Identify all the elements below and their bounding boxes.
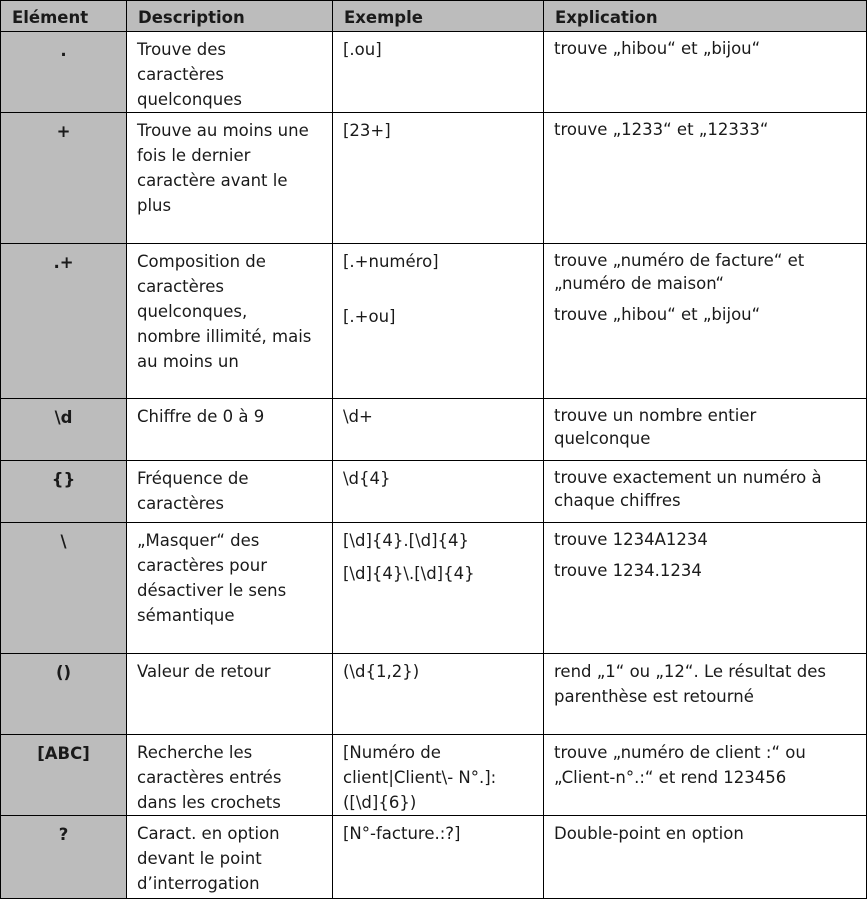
element-cell: () xyxy=(1,654,127,735)
explanation-line: trouve „numéro de client :“ ou xyxy=(554,743,806,762)
element-cell: {} xyxy=(1,461,127,523)
description-cell xyxy=(127,399,333,461)
header-description: Description xyxy=(127,1,333,32)
description-line: Valeur de retour xyxy=(137,662,271,681)
table-row xyxy=(1,244,867,399)
element-cell: ? xyxy=(1,816,127,899)
explanation-cell xyxy=(544,654,867,735)
description-line: Chiffre de 0 à 9 xyxy=(137,407,265,426)
description-cell xyxy=(127,654,333,735)
description-cell xyxy=(127,461,333,523)
header-row xyxy=(1,1,867,32)
example-line: [23+] xyxy=(343,121,391,140)
example-line: [N°-facture.:?] xyxy=(343,824,461,843)
explanation-line: trouve „hibou“ et „bijou“ xyxy=(554,305,761,324)
explanation-cell xyxy=(544,399,867,461)
explanation-cell xyxy=(544,113,867,244)
description-cell xyxy=(127,113,333,244)
example-cell xyxy=(333,523,544,654)
example-cell xyxy=(333,113,544,244)
description-cell xyxy=(127,816,333,899)
description-line: caractères xyxy=(137,494,224,513)
explanation-line: trouve exactement un numéro à xyxy=(554,468,822,487)
description-line: devant le point xyxy=(137,849,262,868)
element-cell: .+ xyxy=(1,244,127,399)
description-line: plus xyxy=(137,196,172,215)
explanation-line: trouve 1234A1234 xyxy=(554,530,708,549)
example-cell xyxy=(333,654,544,735)
example-line: [.ou] xyxy=(343,40,382,59)
explanation-line: parenthèse est retourné xyxy=(554,687,754,706)
description-line: Trouve des xyxy=(137,40,227,59)
description-line: d’interrogation xyxy=(137,874,260,893)
table-row xyxy=(1,113,867,244)
description-cell xyxy=(127,32,333,113)
table-row xyxy=(1,461,867,523)
description-line: caractères xyxy=(137,65,224,84)
table-row xyxy=(1,523,867,654)
table-row xyxy=(1,816,867,899)
example-line: [\d]{4}.[\d]{4} xyxy=(343,531,470,550)
example-line: [Numéro de xyxy=(343,743,441,762)
explanation-line: rend „1“ ou „12“. Le résultat des xyxy=(554,662,826,681)
description-line: sémantique xyxy=(137,606,235,625)
example-cell xyxy=(333,735,544,816)
description-cell xyxy=(127,244,333,399)
description-line: désactiver le sens xyxy=(137,581,287,600)
explanation-cell xyxy=(544,735,867,816)
description-line: Recherche les xyxy=(137,743,253,762)
explanation-line: quelconque xyxy=(554,429,651,448)
example-line: [.+numéro] xyxy=(343,252,439,271)
explanation-cell xyxy=(544,244,867,399)
example-cell xyxy=(333,399,544,461)
example-line: [\d]{4}\.[\d]{4} xyxy=(343,564,475,583)
example-line: ([\d]{6}) xyxy=(343,793,417,812)
example-line: \d+ xyxy=(343,407,373,426)
description-cell xyxy=(127,735,333,816)
header-element: Elément xyxy=(1,1,127,32)
description-line: caractères xyxy=(137,277,224,296)
explanation-line: trouve „1233“ et „12333“ xyxy=(554,120,769,139)
table-row xyxy=(1,654,867,735)
element-cell: \d xyxy=(1,399,127,461)
description-line: au moins un xyxy=(137,352,239,371)
description-line: „Masquer“ des xyxy=(137,531,260,550)
explanation-line: chaque chiffres xyxy=(554,491,681,510)
header-example: Exemple xyxy=(333,1,544,32)
element-cell: + xyxy=(1,113,127,244)
description-line: caractères pour xyxy=(137,556,267,575)
explanation-cell xyxy=(544,523,867,654)
description-line: nombre illimité, mais xyxy=(137,327,312,346)
example-line: client|Client\- N°.]: xyxy=(343,768,497,787)
example-cell xyxy=(333,816,544,899)
element-cell: [ABC] xyxy=(1,735,127,816)
description-line: Fréquence de xyxy=(137,469,249,488)
explanation-cell xyxy=(544,816,867,899)
explanation-line: „numéro de maison“ xyxy=(554,274,724,293)
description-line: quelconques xyxy=(137,90,242,109)
example-line: \d{4} xyxy=(343,469,391,488)
description-line: Composition de xyxy=(137,252,266,271)
header-explanation: Explication xyxy=(544,1,867,32)
description-line: caractères entrés xyxy=(137,768,282,787)
explanation-line: trouve „hibou“ et „bijou“ xyxy=(554,39,761,58)
description-line: Caract. en option xyxy=(137,824,280,843)
description-line: caractère avant le xyxy=(137,171,288,190)
example-line: (\d{1,2}) xyxy=(343,662,420,681)
explanation-cell xyxy=(544,32,867,113)
table-row xyxy=(1,399,867,461)
explanation-line: „Client-n°.:“ et rend 123456 xyxy=(554,768,787,787)
table-row xyxy=(1,32,867,113)
example-cell xyxy=(333,244,544,399)
explanation-cell xyxy=(544,461,867,523)
element-cell: . xyxy=(1,32,127,113)
explanation-line: trouve „numéro de facture“ et xyxy=(554,251,805,270)
explanation-line: Double-point en option xyxy=(554,824,744,843)
description-line: dans les crochets xyxy=(137,793,281,812)
element-cell: \ xyxy=(1,523,127,654)
description-line: fois le dernier xyxy=(137,146,251,165)
explanation-line: trouve un nombre entier xyxy=(554,406,757,425)
table-row xyxy=(1,735,867,816)
example-line: [.+ou] xyxy=(343,307,396,326)
description-line: Trouve au moins une xyxy=(137,121,309,140)
description-cell xyxy=(127,523,333,654)
example-cell xyxy=(333,32,544,113)
example-cell xyxy=(333,461,544,523)
explanation-line: trouve 1234.1234 xyxy=(554,561,702,580)
description-line: quelconques, xyxy=(137,302,248,321)
